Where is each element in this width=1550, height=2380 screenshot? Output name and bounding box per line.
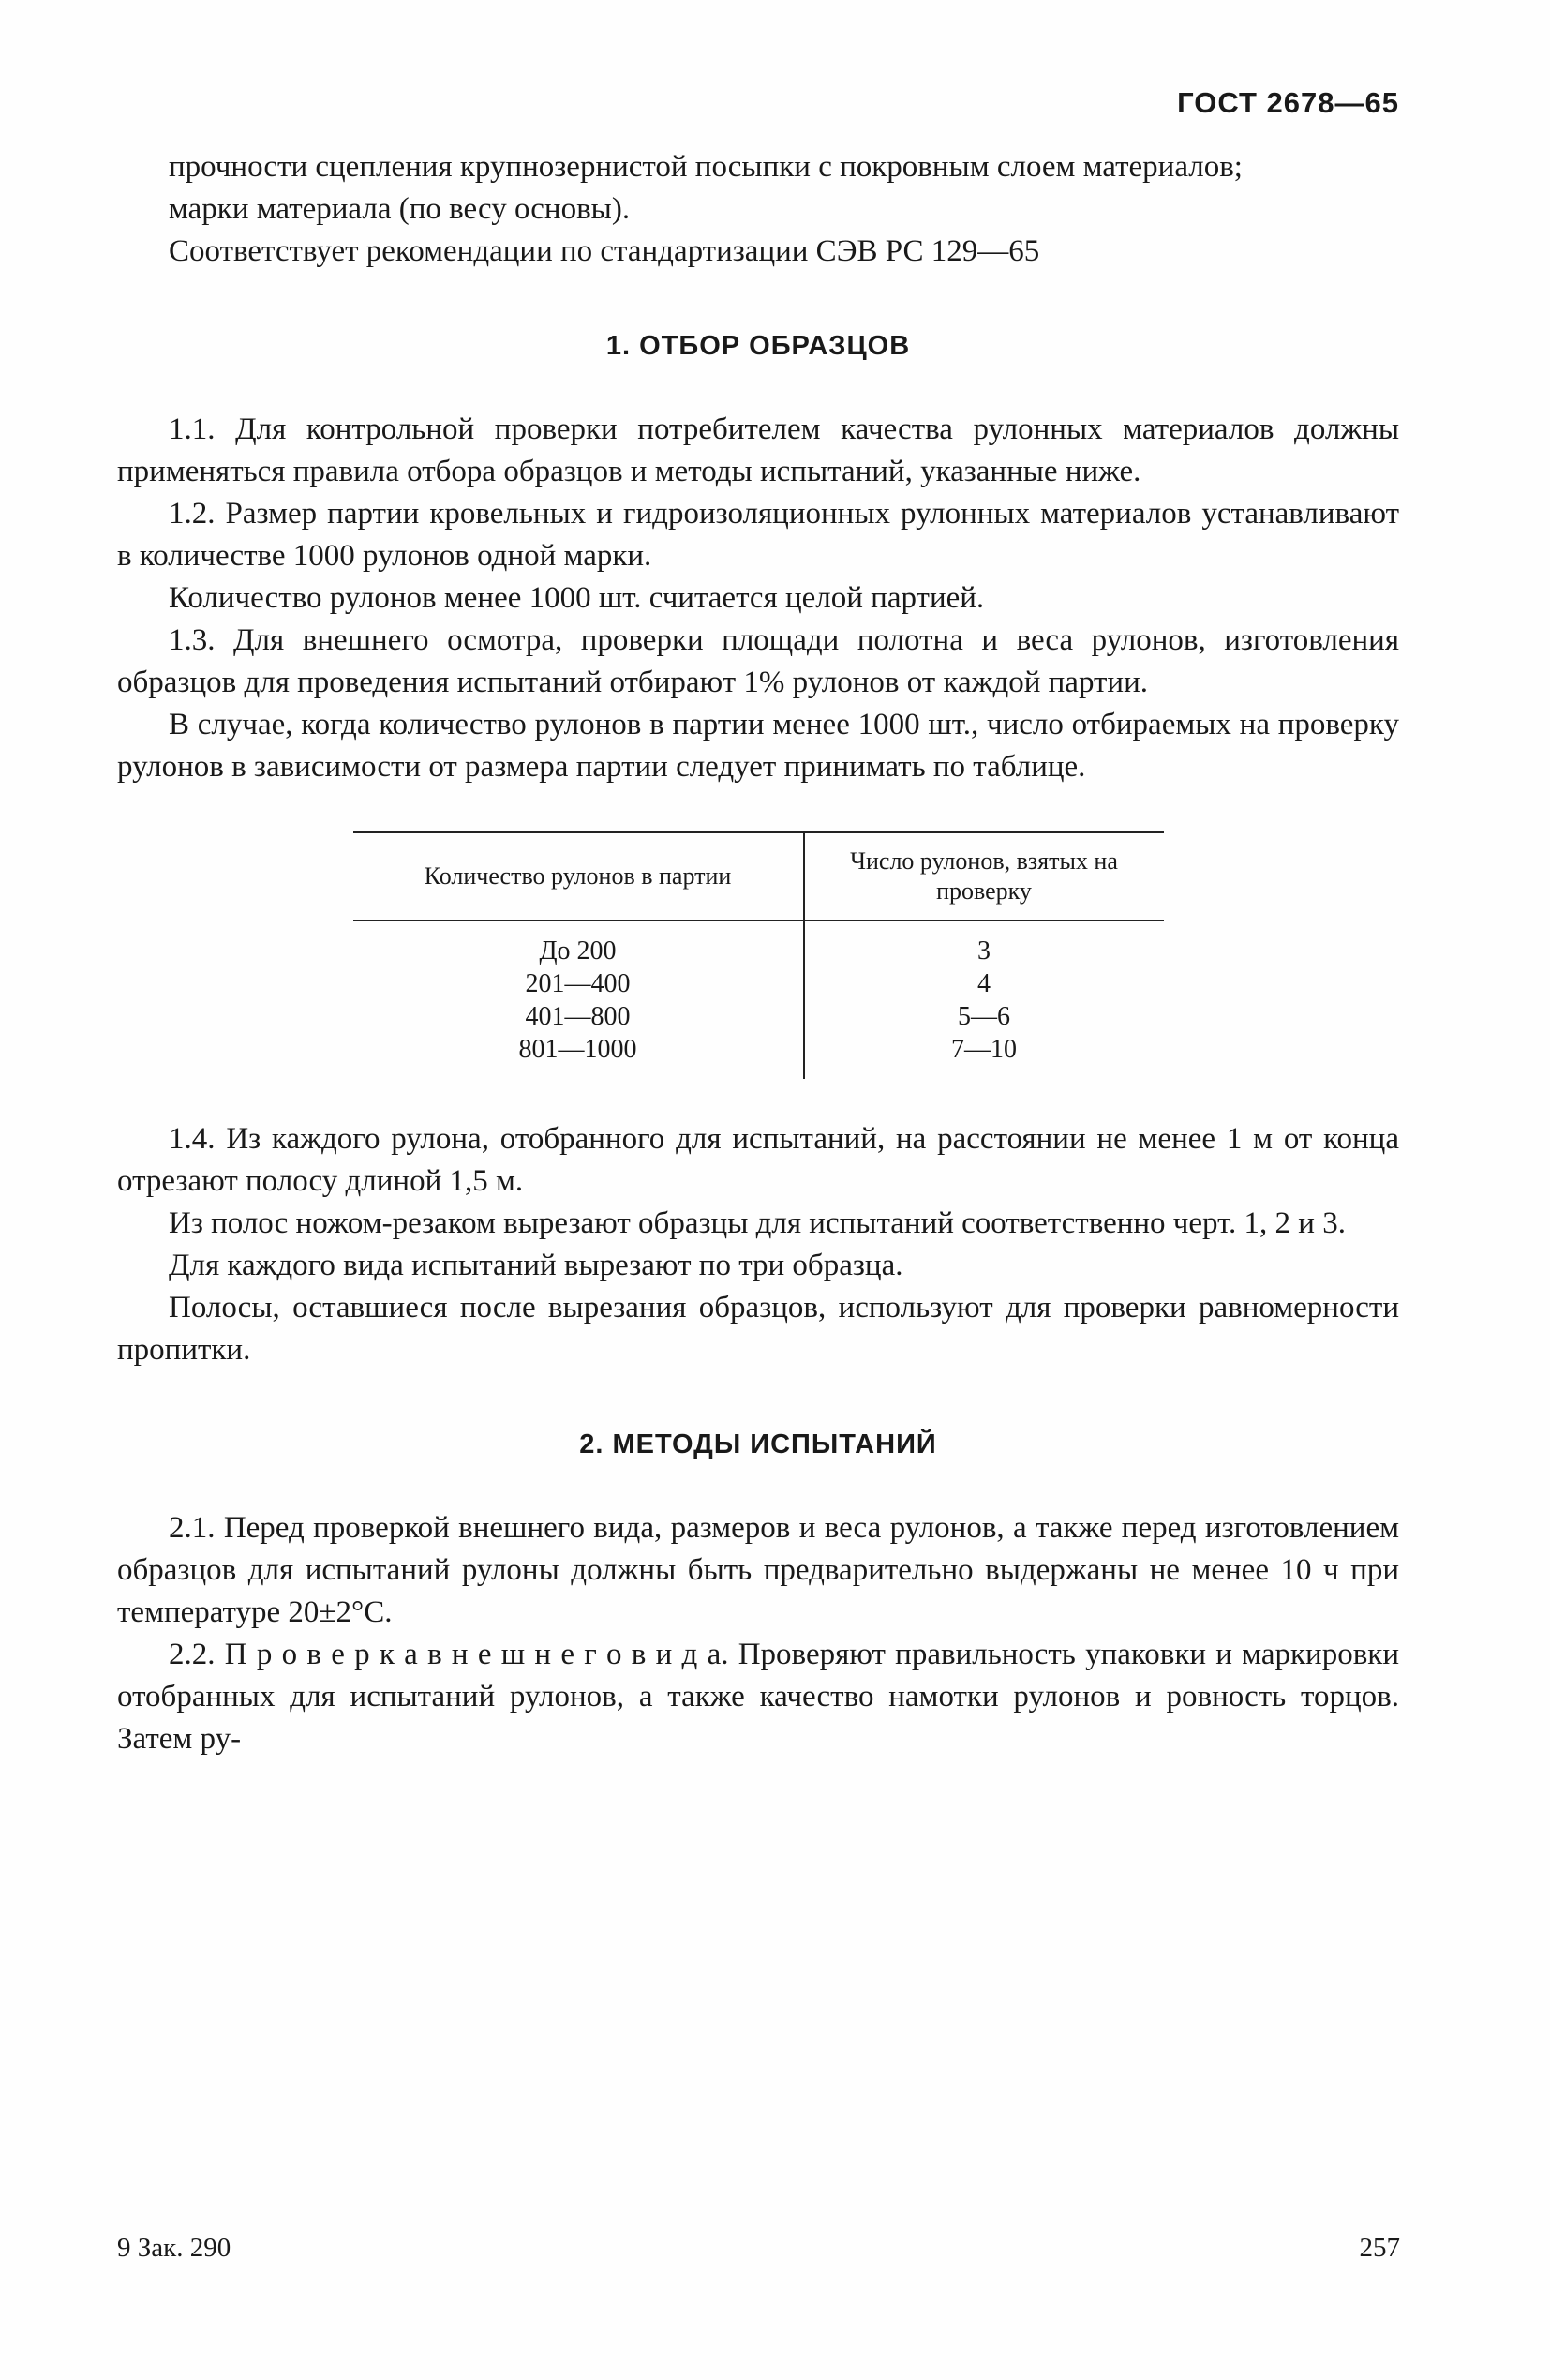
printing-order-number: 9 Зак. 290 [117,2233,231,2263]
table-header-row [353,832,1164,921]
table-cell-range: 401—800 [353,1000,804,1033]
table-col1-header: Количество рулонов в партии [353,832,804,921]
page-footer [117,2233,1400,2264]
paragraph: Полосы, оставшиеся после вырезания образцов, используют для проверки равномерности пропитки. [117,1291,1399,1367]
page-number: 257 [1359,2233,1400,2263]
table-cell-range: 801—1000 [353,1033,804,1079]
table-cell-count: 5—6 [958,1002,1010,1031]
standard-number: ГОСТ 2678—65 [1177,86,1399,119]
paragraph: Из полос ножом-резаком вырезают образцы для испытаний соответственно черт. 1, 2 и 3. [169,1206,1346,1240]
table-cell-count: 7—10 [951,1035,1017,1064]
paragraph: 1.2. Размер партии кровельных и гидроизоляционных рулонных материалов устанавливают в количестве 1000 рулонов одной марки. [117,497,1399,573]
table-cell-range: До 200 [353,921,804,967]
table-row [353,1000,1164,1033]
paragraph: прочности сцепления крупнозернистой посыпки с покровным слоем материалов; [169,150,1243,184]
section1-title: 1. ОТБОР ОБРАЗЦОВ [605,331,911,361]
paragraph: 2.1. Перед проверкой внешнего вида, размеров и веса рулонов, а также перед изготовлением образцов для испытаний рулоны должны быть предварительно выдержаны не менее 10 ч при температуре 20±2°С. [117,1511,1399,1629]
table-col2-header: Число рулонов, взятых на проверку [804,832,1164,921]
paragraph: Количество рулонов менее 1000 шт. считается целой партией. [169,581,985,615]
table-cell-count: 3 [977,936,991,965]
table-row [353,967,1164,1000]
paragraph: 1.3. Для внешнего осмотра, проверки площади полотна и веса рулонов, изготовления образцов для проведения испытаний отбирают 1% рулонов от каждой партии. [117,623,1399,699]
paragraph: Соответствует рекомендации по стандартизации СЭВ РС 129—65 [169,234,1040,268]
page-content [117,86,1399,1760]
table-row [353,921,1164,967]
paragraph: Для каждого вида испытаний вырезают по три образца. [169,1249,903,1282]
paragraph: марки материала (по весу основы). [169,192,631,226]
paragraph: В случае, когда количество рулонов в партии менее 1000 шт., число отбираемых на проверку рулонов в зависимости от размера партии следует принимать по таблице. [117,708,1399,784]
table-cell-range: 201—400 [353,967,804,1000]
paragraph: 2.2. П р о в е р к а в н е ш н е г о в и д а. Проверяют правильность упаковки и маркировки отобранных для испытаний рулонов, а также качество намотки рулонов и ровность торцов. Затем ру- [117,1638,1399,1756]
paragraph: 1.4. Из каждого рулона, отобранного для испытаний, на расстоянии не менее 1 м от конца отрезают полосу длиной 1,5 м. [117,1122,1399,1198]
table-cell-count: 4 [977,969,991,998]
table-row [353,1033,1164,1079]
sampling-table [353,831,1164,1079]
paragraph: 1.1. Для контрольной проверки потребителем качества рулонных материалов должны применяться правила отбора образцов и методы испытаний, указанные ниже. [117,412,1399,488]
section2-title: 2. МЕТОДЫ ИСПЫТАНИЙ [579,1429,937,1459]
